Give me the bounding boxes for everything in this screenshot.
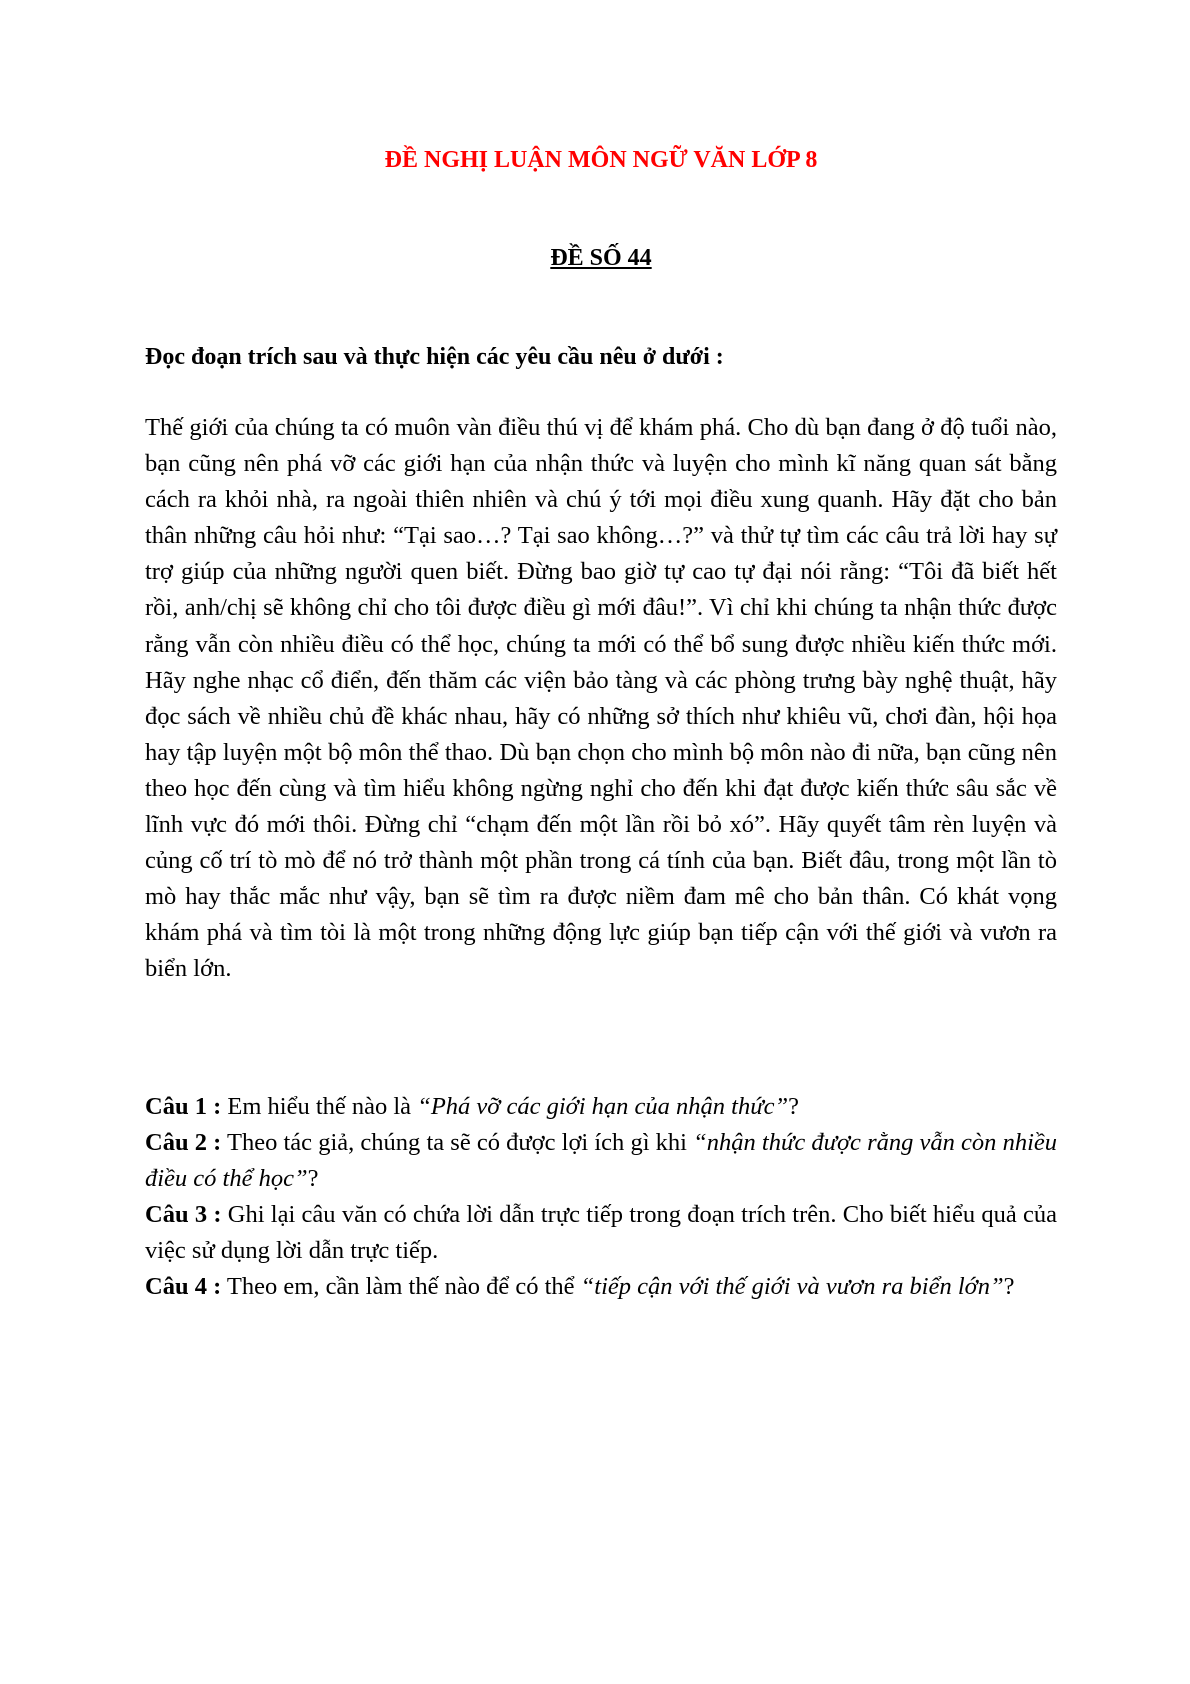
question-text: Theo tác giả, chúng ta sẽ có được lợi ích gì khi <box>221 1129 694 1157</box>
reading-passage: Thế giới của chúng ta có muôn vàn điều thú vị để khám phá. Cho dù bạn đang ở độ tuổi nào, bạn cũng nên phá vỡ các giới hạn của nhận thức và luyện cho mình kĩ năng quan sát bằng cách ra khỏi nhà, ra ngoài thiên nhiên và chú ý tới mọi điều xung quanh. Hãy đặt cho bản thân những câu hỏi như: “Tại sao…? Tại sao không…?” và thử tự tìm các câu trả lời hay sự trợ giúp của những người quen biết. Đừng bao giờ tự cao tự đại nói rằng: “Tôi đã biết hết rồi, anh/chị sẽ không chỉ cho tôi được điều gì mới đâu!”. Vì chỉ khi chúng ta nhận thức được rằng vẫn còn nhiều điều có thể học, chúng ta mới có thể bổ sung được nhiều kiến thức mới. Hãy nghe nhạc cổ điển, đến thăm các viện bảo tàng và các phòng trưng bày nghệ thuật, hãy đọc sách về nhiều chủ đề khác nhau, hãy có những sở thích như khiêu vũ, chơi đàn, hội họa hay tập luyện một bộ môn thể thao. Dù bạn chọn cho mình bộ môn nào đi nữa, bạn cũng nên theo học đến cùng và tìm hiểu không ngừng nghỉ cho đến khi đạt được kiến thức sâu sắc về lĩnh vực đó mới thôi. Đừng chỉ “chạm đến một lần rồi bỏ xó”. Hãy quyết tâm rèn luyện và củng cố trí tò mò để nó trở thành một phần trong cá tính của bạn. Biết đâu, trong một lần tò mò hay thắc mắc như vậy, bạn sẽ tìm ra được niềm đam mê cho bản thân. Có khát vọng khám phá và tìm tòi là một trong những động lực giúp bạn tiếp cận với thế giới và vươn ra biển lớn. <box>145 414 1057 983</box>
question-label: Câu 2 : <box>145 1129 222 1157</box>
question-text-end: ? <box>788 1093 799 1120</box>
question-label: Câu 4 : <box>145 1273 222 1301</box>
question-3 <box>145 1197 1057 1269</box>
question-text-end: ? <box>1003 1273 1015 1301</box>
question-quote: “Phá vỡ các giới hạn của nhận thức” <box>417 1093 789 1120</box>
document-page <box>145 0 1057 1684</box>
question-quote: “tiếp cận với thế giới và vươn ra biển lớn” <box>580 1273 1004 1301</box>
question-list <box>145 1089 1057 1306</box>
question-label: Câu 1 : <box>145 1093 222 1120</box>
question-quote: “nhận thức được rằng vẫn còn nhiều điều có thể học” <box>145 1129 1057 1193</box>
question-text-end: ? <box>307 1165 319 1193</box>
exam-number: ĐỀ SỐ 44 <box>550 245 652 271</box>
question-text: Theo em, cần làm thế nào để có thể <box>221 1273 581 1301</box>
question-2 <box>145 1125 1057 1197</box>
question-text: Em hiểu thế nào là <box>221 1093 418 1120</box>
question-label: Câu 3 : <box>145 1201 222 1229</box>
document-title: ĐỀ NGHỊ LUẬN MÔN NGỮ VĂN LỚP 8 <box>384 147 818 173</box>
question-4 <box>145 1269 1057 1305</box>
question-1 <box>145 1089 1057 1125</box>
question-text: Ghi lại câu văn có chứa lời dẫn trực tiếp trong đoạn trích trên. Cho biết hiểu quả của việc sử dụng lời dẫn trực tiếp. <box>145 1201 1057 1265</box>
reading-instruction: Đọc đoạn trích sau và thực hiện các yêu cầu nêu ở dưới : <box>145 344 724 370</box>
